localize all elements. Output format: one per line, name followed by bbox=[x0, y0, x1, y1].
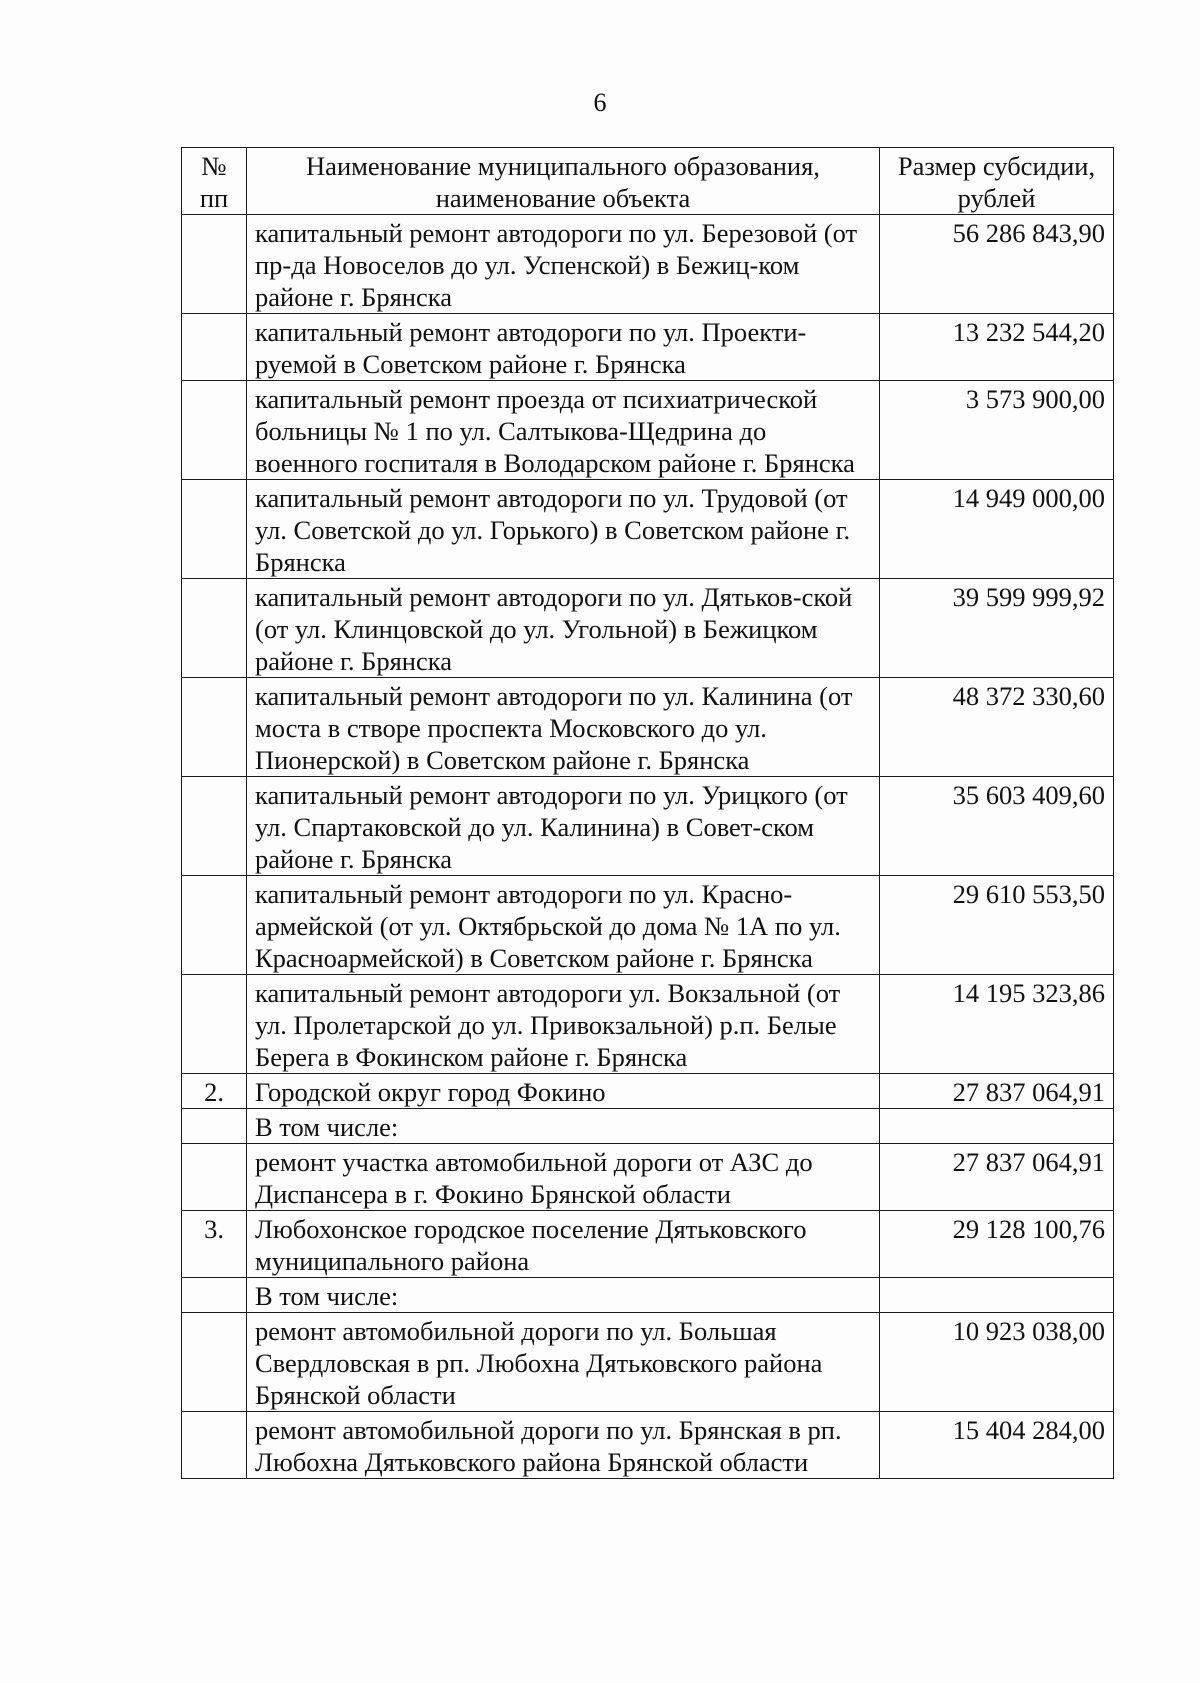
row-amount: 27 837 064,91 bbox=[880, 1074, 1114, 1109]
table-row bbox=[182, 1144, 1114, 1211]
row-amount: 48 372 330,60 bbox=[880, 678, 1114, 777]
row-name: капитальный ремонт автодороги по ул. Дятьков-ской (от ул. Клинцовской до ул. Угольной) в Бежицком районе г. Брянска bbox=[247, 579, 880, 678]
row-number bbox=[182, 215, 247, 314]
row-amount: 29 128 100,76 bbox=[880, 1211, 1114, 1278]
table-row bbox=[182, 480, 1114, 579]
row-number: 2. bbox=[182, 1074, 247, 1109]
table-row bbox=[182, 579, 1114, 678]
row-name: ремонт автомобильной дороги по ул. Большая Свердловская в рп. Любохна Дятьковского района Брянской области bbox=[247, 1313, 880, 1412]
page-number: 6 bbox=[593, 88, 607, 117]
row-amount: 3 573 900,00 bbox=[880, 381, 1114, 480]
table-row bbox=[182, 678, 1114, 777]
row-amount: 13 232 544,20 bbox=[880, 314, 1114, 381]
header-number: № пп bbox=[182, 148, 247, 215]
row-number bbox=[182, 480, 247, 579]
table-row bbox=[182, 1211, 1114, 1278]
table-header-row bbox=[182, 148, 1114, 215]
row-amount: 56 286 843,90 bbox=[880, 215, 1114, 314]
table-row bbox=[182, 1074, 1114, 1109]
row-amount bbox=[880, 1278, 1114, 1313]
row-number: 3. bbox=[182, 1211, 247, 1278]
table-row bbox=[182, 1313, 1114, 1412]
row-amount bbox=[880, 1109, 1114, 1144]
table-row bbox=[182, 314, 1114, 381]
row-name: капитальный ремонт проезда от психиатрической больницы № 1 по ул. Салтыкова-Щедрина до военного госпиталя в Володарском районе г. Брянска bbox=[247, 381, 880, 480]
table-row bbox=[182, 1412, 1114, 1479]
row-amount: 10 923 038,00 bbox=[880, 1313, 1114, 1412]
row-number bbox=[182, 314, 247, 381]
row-number bbox=[182, 876, 247, 975]
row-number bbox=[182, 1412, 247, 1479]
row-name: капитальный ремонт автодороги по ул. Трудовой (от ул. Советской до ул. Горького) в Советском районе г. Брянска bbox=[247, 480, 880, 579]
row-name: Любохонское городское поселение Дятьковского муниципального района bbox=[247, 1211, 880, 1278]
row-number bbox=[182, 1278, 247, 1313]
row-name: В том числе: bbox=[247, 1109, 880, 1144]
row-amount: 27 837 064,91 bbox=[880, 1144, 1114, 1211]
row-name: капитальный ремонт автодороги ул. Вокзальной (от ул. Пролетарской до ул. Привокзальной) р.п. Белые Берега в Фокинском районе г. Брянска bbox=[247, 975, 880, 1074]
row-number bbox=[182, 381, 247, 480]
row-name: ремонт участка автомобильной дороги от АЗС до Диспансера в г. Фокино Брянской области bbox=[247, 1144, 880, 1211]
row-amount: 29 610 553,50 bbox=[880, 876, 1114, 975]
row-number bbox=[182, 579, 247, 678]
table-row bbox=[182, 1278, 1114, 1313]
row-number bbox=[182, 1144, 247, 1211]
header-name: Наименование муниципального образования, наименование объекта bbox=[247, 148, 880, 215]
row-name: капитальный ремонт автодороги по ул. Красно-армейской (от ул. Октябрьской до дома № 1А по ул. Красноармейской) в Советском районе г. Брянска bbox=[247, 876, 880, 975]
row-name: Городской округ город Фокино bbox=[247, 1074, 880, 1109]
table-row bbox=[182, 975, 1114, 1074]
row-amount: 14 195 323,86 bbox=[880, 975, 1114, 1074]
row-name: капитальный ремонт автодороги по ул. Калинина (от моста в створе проспекта Московского до ул. Пионерской) в Советском районе г. Брянска bbox=[247, 678, 880, 777]
row-number bbox=[182, 1313, 247, 1412]
row-amount: 14 949 000,00 bbox=[880, 480, 1114, 579]
row-amount: 15 404 284,00 bbox=[880, 1412, 1114, 1479]
table-row bbox=[182, 215, 1114, 314]
row-name: В том числе: bbox=[247, 1278, 880, 1313]
table-body bbox=[182, 215, 1114, 1479]
table-row bbox=[182, 777, 1114, 876]
row-name: ремонт автомобильной дороги по ул. Брянская в рп. Любохна Дятьковского района Брянской области bbox=[247, 1412, 880, 1479]
table-row bbox=[182, 876, 1114, 975]
row-number bbox=[182, 975, 247, 1074]
header-amount: Размер субсидии, рублей bbox=[880, 148, 1114, 215]
table-row bbox=[182, 381, 1114, 480]
row-name: капитальный ремонт автодороги по ул. Березовой (от пр-да Новоселов до ул. Успенской) в Бежиц-ком районе г. Брянска bbox=[247, 215, 880, 314]
row-number bbox=[182, 678, 247, 777]
row-amount: 35 603 409,60 bbox=[880, 777, 1114, 876]
row-name: капитальный ремонт автодороги по ул. Урицкого (от ул. Спартаковской до ул. Калинина) в Совет-ском районе г. Брянска bbox=[247, 777, 880, 876]
row-name: капитальный ремонт автодороги по ул. Проекти-руемой в Советском районе г. Брянска bbox=[247, 314, 880, 381]
row-amount: 39 599 999,92 bbox=[880, 579, 1114, 678]
row-number bbox=[182, 777, 247, 876]
table-row bbox=[182, 1109, 1114, 1144]
subsidy-table bbox=[181, 147, 1114, 1479]
row-number bbox=[182, 1109, 247, 1144]
